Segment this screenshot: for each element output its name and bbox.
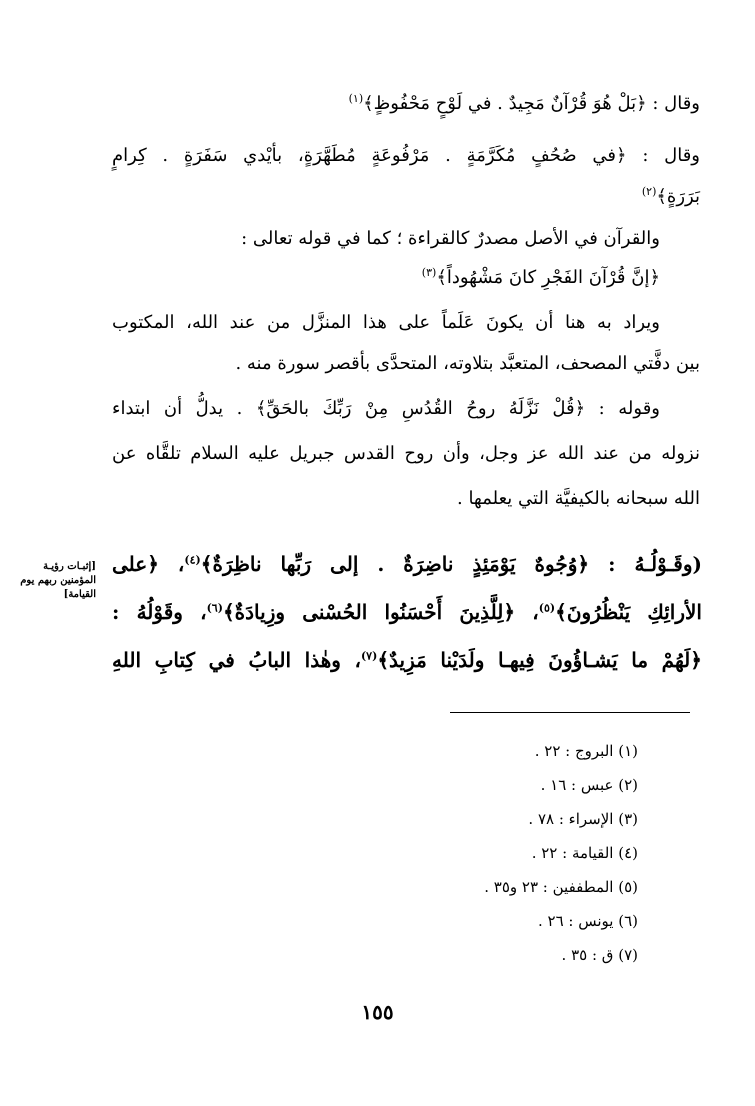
- matn-line-1: [112, 552, 702, 576]
- paragraph-line-4: [112, 228, 700, 249]
- footnote-ref: (٦): [206, 601, 223, 615]
- paragraph-text: ويراد به هنا أن يكونَ عَلَماً على هذا المنزَّل من عند الله، المكتوب: [112, 312, 660, 333]
- footnote-divider: [450, 712, 690, 713]
- matn-text: (وقَـوْلُـهُ : ﴿وُجُوهٌ يَوْمَئِذٍ ناضِرَةٌ . إلى رَبِّها ناظِرَةٌ﴾: [200, 552, 702, 576]
- verse-line-1: [112, 92, 700, 114]
- footnote-ref: (١): [348, 92, 364, 105]
- verse-text: ﴿إنَّ قُرْآنَ الفَجْرِ كانَ مَشْهُوداً﴾: [436, 267, 660, 288]
- footnote-ref: (٥): [538, 601, 556, 615]
- footnote-ref: (٤): [184, 553, 201, 567]
- footnote-1: (١) البروج : ٢٢ .: [534, 742, 638, 760]
- margin-heading: [إثبـات رؤيـة المؤمنين ربهم يوم القيامة]: [20, 561, 96, 600]
- footnote-ref: (٣): [421, 266, 437, 279]
- footnote-3: (٣) الإسراء : ٧٨ .: [528, 810, 638, 828]
- paragraph-line-6: [112, 312, 700, 333]
- page-number: ١٥٥: [361, 1000, 394, 1024]
- footnote-6: (٦) يونس : ٢٦ .: [537, 912, 638, 930]
- paragraph-line-10: [112, 488, 700, 509]
- footnote-5: (٥) المطففين : ٢٣ و٣٥ .: [484, 878, 638, 896]
- footnote-ref: (٧): [360, 649, 378, 663]
- paragraph-text: نزوله من عند الله عز وجل، وأن روح القدس جبريل عليه السلام تلقَّاه عن: [112, 443, 700, 464]
- matn-text: الأرائِكِ يَنْظُرُونَ﴾: [555, 600, 702, 624]
- verse-line-3: [112, 185, 700, 207]
- matn-text: ، ﴿لِلَّذِينَ أَحْسَنُوا الحُسْنى وزِيادَةٌ﴾: [222, 600, 539, 624]
- verse-line-2: [112, 145, 700, 166]
- paragraph-line-7: [112, 353, 700, 374]
- paragraph-line-8: [112, 398, 700, 419]
- paragraph-text: بين دفَّتي المصحف، المتعبَّد بتلاوته، المتحدَّى بأقصر سورة منه .: [235, 353, 700, 374]
- matn-text: ، وهٰذا البابُ في كِتابِ اللهِ: [112, 648, 361, 672]
- matn-line-2: [112, 600, 702, 624]
- matn-text: ﴿لَهُمْ ما يَشـاؤُونَ فِيهـا ولَدَيْنا مَزِيدٌ﴾: [377, 648, 702, 672]
- paragraph-text: وقوله : ﴿قُلْ نَزَّلَهُ روحُ القُدُسِ مِنْ رَبِّكَ بالحَقِّ﴾ . يدلُّ أن ابتداء: [112, 398, 660, 419]
- footnote-4: (٤) القيامة : ٢٢ .: [531, 844, 638, 862]
- verse-line-5: [112, 266, 700, 288]
- verse-text: وقال : ﴿بَلْ هُوَ قُرْآنٌ مَجِيدٌ . في لَوْحٍ مَحْفُوظٍ﴾: [363, 93, 700, 114]
- footnote-ref: (٢): [641, 185, 657, 198]
- footnote-2: (٢) عبس : ١٦ .: [540, 776, 638, 794]
- matn-text: ، ﴿على: [112, 552, 185, 576]
- matn-text: ، وقَوْلُهُ :: [112, 600, 207, 624]
- paragraph-text: الله سبحانه بالكيفيَّة التي يعلمها .: [457, 488, 700, 509]
- verse-text: وقال : ﴿في صُحُفٍ مُكَرَّمَةٍ . مَرْفُوعَةٍ مُطَهَّرَةٍ، بأيْدي سَفَرَةٍ . كِرامٍ: [112, 145, 700, 166]
- paragraph-line-9: [112, 443, 700, 464]
- matn-line-3: [112, 648, 702, 672]
- verse-text: بَرَرَةٍ﴾: [656, 186, 700, 207]
- footnote-7: (٧) ق : ٣٥ .: [561, 946, 638, 964]
- paragraph-text: والقرآن في الأصل مصدرٌ كالقراءة ؛ كما في قوله تعالى :: [241, 228, 660, 249]
